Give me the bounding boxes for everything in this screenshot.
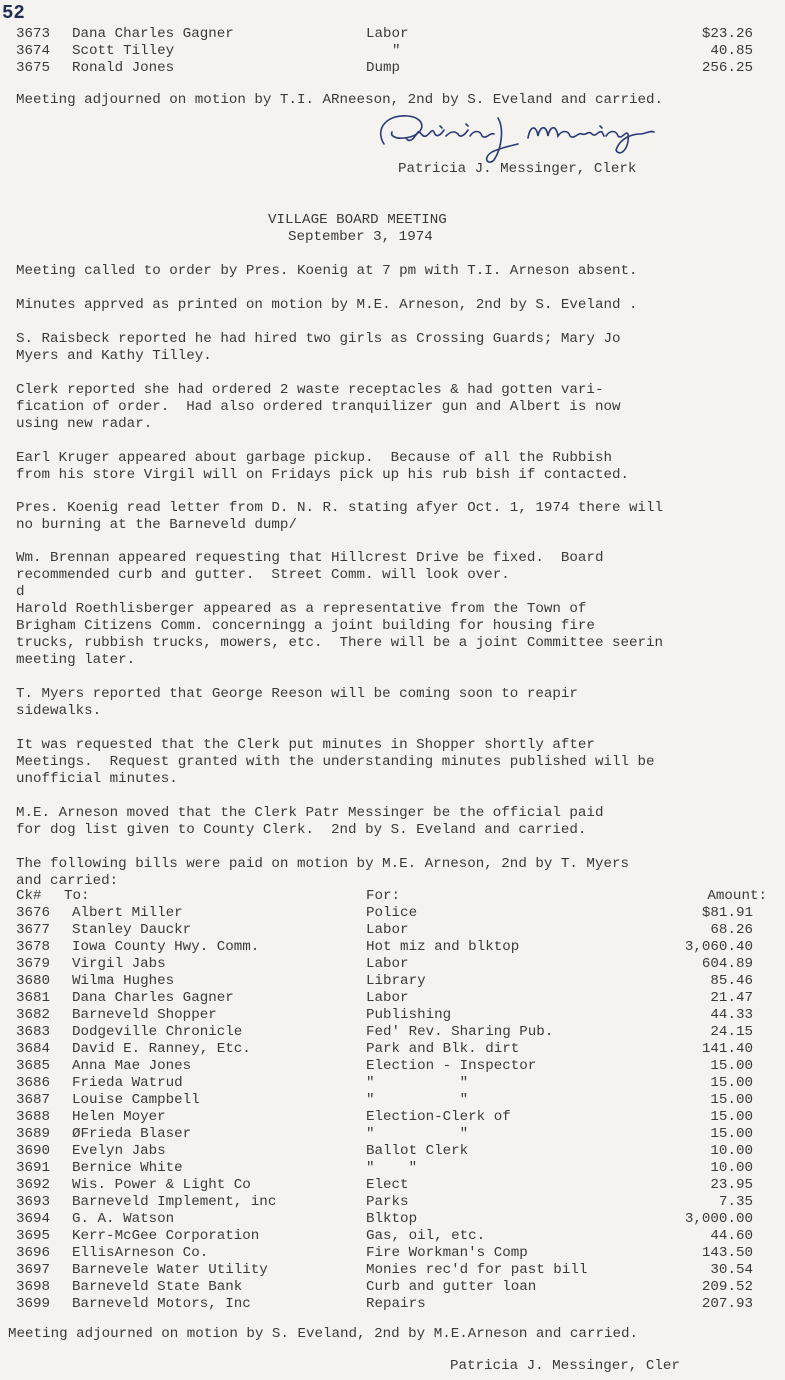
bill-purpose: Police <box>366 905 418 921</box>
bill-row <box>0 990 785 1007</box>
bill-ck: 3685 <box>16 1058 51 1074</box>
bill-amount: 604.89 <box>701 956 753 972</box>
minutes-line: Harold Roethlisberger appeared as a representative from the Town of <box>16 601 587 617</box>
minutes-line: Earl Kruger appeared about garbage pickup. Because of all the Rubbish <box>16 450 612 466</box>
bill-purpose: Repairs <box>366 1296 426 1312</box>
closing-adjournment: Meeting adjourned on motion by S. Eveland, 2nd by M.E.Arneson and carried. <box>8 1326 639 1342</box>
bill-row <box>0 1092 785 1109</box>
bill-row <box>0 1075 785 1092</box>
bill-payee: Scott Tilley <box>72 43 175 59</box>
bill-amount: 7.35 <box>718 1194 753 1210</box>
bill-row <box>0 1109 785 1126</box>
bill-ck: 3692 <box>16 1177 51 1193</box>
bill-amount: $23.26 <box>701 26 753 42</box>
bill-payee: Louise Campbell <box>72 1092 200 1108</box>
previous-clerk-name: Patricia J. Messinger, Clerk <box>398 161 637 177</box>
bill-amount: 256.25 <box>701 60 753 76</box>
bill-payee: David E. Ranney, Etc. <box>72 1041 251 1057</box>
bill-payee: Stanley Dauckr <box>72 922 192 938</box>
previous-bill-row <box>0 60 785 77</box>
page-number: 52 <box>2 2 25 24</box>
bill-row <box>0 973 785 990</box>
bill-payee: Barneveld Motors, Inc <box>72 1296 251 1312</box>
header-for: For: <box>366 888 401 904</box>
bill-amount: 24.15 <box>710 1024 753 1040</box>
bill-amount: 3,060.40 <box>684 939 753 955</box>
bill-purpose: Elect <box>366 1177 409 1193</box>
bill-ck: 3690 <box>16 1143 51 1159</box>
bill-purpose: Labor <box>366 922 409 938</box>
bill-ck: 3686 <box>16 1075 51 1091</box>
bill-row <box>0 956 785 973</box>
minutes-line: d <box>16 584 25 600</box>
minutes-line: sidewalks. <box>16 703 102 719</box>
bill-payee: Kerr-McGee Corporation <box>72 1228 260 1244</box>
bill-payee: Bernice White <box>72 1160 183 1176</box>
bill-purpose: " " <box>366 1075 469 1091</box>
minutes-line: M.E. Arneson moved that the Clerk Patr Messinger be the official paid <box>16 805 604 821</box>
bill-purpose: Election-Clerk of <box>366 1109 511 1125</box>
bill-row <box>0 1194 785 1211</box>
bill-ck: 3682 <box>16 1007 51 1023</box>
bill-ck: 3674 <box>16 43 51 59</box>
bill-purpose: Library <box>366 973 426 989</box>
bill-ck: 3689 <box>16 1126 51 1142</box>
bill-amount: 40.85 <box>710 43 753 59</box>
bill-purpose: Fed' Rev. Sharing Pub. <box>366 1024 554 1040</box>
bill-ck: 3683 <box>16 1024 51 1040</box>
minutes-line: from his store Virgil will on Fridays pick up his rub bish if contacted. <box>16 467 629 483</box>
minutes-line: and carried: <box>16 873 119 889</box>
bill-amount: 44.60 <box>710 1228 753 1244</box>
bill-payee: Anna Mae Jones <box>72 1058 192 1074</box>
minutes-line: trucks, rubbish trucks, mowers, etc. There will be a joint Committee seerin <box>16 635 664 651</box>
bill-purpose: Labor <box>366 956 409 972</box>
bill-purpose: Fire Workman's Comp <box>366 1245 528 1261</box>
bill-row <box>0 939 785 956</box>
minutes-line: T. Myers reported that George Reeson will be coming soon to reapir <box>16 686 578 702</box>
bill-purpose: " " <box>366 1160 418 1176</box>
bill-amount: 209.52 <box>701 1279 753 1295</box>
minutes-line: for dog list given to County Clerk. 2nd by S. Eveland and carried. <box>16 822 587 838</box>
bill-purpose: Monies rec'd for past bill <box>366 1262 588 1278</box>
bill-payee: Dana Charles Gagner <box>72 26 234 42</box>
bill-amount: 207.93 <box>701 1296 753 1312</box>
minutes-line: The following bills were paid on motion by M.E. Arneson, 2nd by T. Myers <box>16 856 629 872</box>
bill-amount: $81.91 <box>701 905 753 921</box>
bill-row <box>0 1296 785 1313</box>
minutes-line: recommended curb and gutter. Street Comm. will look over. <box>16 567 510 583</box>
bill-row <box>0 1041 785 1058</box>
minutes-line: Myers and Kathy Tilley. <box>16 348 212 364</box>
bill-row <box>0 1126 785 1143</box>
bill-amount: 30.54 <box>710 1262 753 1278</box>
bill-amount: 68.26 <box>710 922 753 938</box>
previous-adjournment: Meeting adjourned on motion by T.I. ARneeson, 2nd by S. Eveland and carried. <box>16 92 664 108</box>
bill-payee: Virgil Jabs <box>72 956 166 972</box>
bill-amount: 141.40 <box>701 1041 753 1057</box>
bill-ck: 3696 <box>16 1245 51 1261</box>
minutes-line: Minutes apprved as printed on motion by M.E. Arneson, 2nd by S. Eveland . <box>16 297 638 313</box>
bill-purpose: Labor <box>366 990 409 1006</box>
bill-row <box>0 1279 785 1296</box>
minutes-line: unofficial minutes. <box>16 771 178 787</box>
bill-row <box>0 1143 785 1160</box>
bill-ck: 3684 <box>16 1041 51 1057</box>
bill-payee: Iowa County Hwy. Comm. <box>72 939 260 955</box>
minutes-line: S. Raisbeck reported he had hired two girls as Crossing Guards; Mary Jo <box>16 331 621 347</box>
handwritten-signature <box>370 108 670 168</box>
bill-row <box>0 905 785 922</box>
bill-ck: 3698 <box>16 1279 51 1295</box>
bill-payee: Dodgeville Chronicle <box>72 1024 243 1040</box>
minutes-line: meeting later. <box>16 652 136 668</box>
bill-payee: EllisArneson Co. <box>72 1245 209 1261</box>
meeting-date: September 3, 1974 <box>288 229 433 245</box>
bill-ck: 3681 <box>16 990 51 1006</box>
bill-amount: 44.33 <box>710 1007 753 1023</box>
bill-row <box>0 1177 785 1194</box>
bill-purpose: " <box>392 43 401 59</box>
bill-payee: Evelyn Jabs <box>72 1143 166 1159</box>
header-amount: Amount: <box>707 888 767 904</box>
bill-payee: ØFrieda Blaser <box>72 1126 192 1142</box>
bill-ck: 3687 <box>16 1092 51 1108</box>
bill-row <box>0 1245 785 1262</box>
bill-purpose: Parks <box>366 1194 409 1210</box>
bill-payee: Barneveld Implement, inc <box>72 1194 277 1210</box>
header-to: To: <box>64 888 90 904</box>
bill-row <box>0 1024 785 1041</box>
bill-amount: 15.00 <box>710 1058 753 1074</box>
bill-ck: 3695 <box>16 1228 51 1244</box>
bill-payee: Dana Charles Gagner <box>72 990 234 1006</box>
bill-ck: 3688 <box>16 1109 51 1125</box>
bill-amount: 10.00 <box>710 1160 753 1176</box>
bill-payee: Ronald Jones <box>72 60 175 76</box>
bill-payee: Frieda Watrud <box>72 1075 183 1091</box>
minutes-line: no burning at the Barneveld dump/ <box>16 517 297 533</box>
bill-purpose: " " <box>366 1126 469 1142</box>
bill-purpose: Curb and gutter loan <box>366 1279 537 1295</box>
closing-clerk-name: Patricia J. Messinger, Cler <box>450 1358 680 1374</box>
bill-amount: 15.00 <box>710 1092 753 1108</box>
bill-payee: Barneveld Shopper <box>72 1007 217 1023</box>
bill-row <box>0 1211 785 1228</box>
bill-amount: 15.00 <box>710 1126 753 1142</box>
minutes-line: Meeting called to order by Pres. Koenig at 7 pm with T.I. Arneson absent. <box>16 263 638 279</box>
bill-ck: 3697 <box>16 1262 51 1278</box>
bill-row <box>0 1007 785 1024</box>
bill-ck: 3680 <box>16 973 51 989</box>
bill-ck: 3694 <box>16 1211 51 1227</box>
bill-payee: Barnevele Water Utility <box>72 1262 268 1278</box>
minutes-line: using new radar. <box>16 416 153 432</box>
bill-payee: Helen Moyer <box>72 1109 166 1125</box>
bill-row <box>0 1160 785 1177</box>
bill-purpose: Labor <box>366 26 409 42</box>
bill-ck: 3678 <box>16 939 51 955</box>
bill-ck: 3677 <box>16 922 51 938</box>
bill-amount: 21.47 <box>710 990 753 1006</box>
minutes-line: It was requested that the Clerk put minutes in Shopper shortly after <box>16 737 595 753</box>
bill-amount: 10.00 <box>710 1143 753 1159</box>
bill-purpose: Dump <box>366 60 401 76</box>
bill-amount: 23.95 <box>710 1177 753 1193</box>
meeting-title: VILLAGE BOARD MEETING <box>268 212 447 228</box>
bill-purpose: Election - Inspector <box>366 1058 537 1074</box>
bill-amount: 3,000.00 <box>684 1211 753 1227</box>
bill-row <box>0 1058 785 1075</box>
bill-purpose: Hot miz and blktop <box>366 939 520 955</box>
bill-amount: 15.00 <box>710 1075 753 1091</box>
bill-purpose: " " <box>366 1092 469 1108</box>
bill-row <box>0 1228 785 1245</box>
header-ck: Ck# <box>16 888 42 904</box>
bill-payee: Wis. Power & Light Co <box>72 1177 251 1193</box>
bill-payee: Albert Miller <box>72 905 183 921</box>
bill-ck: 3675 <box>16 60 51 76</box>
previous-bill-row <box>0 43 785 60</box>
bill-ck: 3693 <box>16 1194 51 1210</box>
bill-payee: Barneveld State Bank <box>72 1279 243 1295</box>
bill-row <box>0 922 785 939</box>
bill-row <box>0 1262 785 1279</box>
bill-amount: 143.50 <box>701 1245 753 1261</box>
bill-purpose: Gas, oil, etc. <box>366 1228 486 1244</box>
bills-header-row <box>0 888 785 905</box>
previous-bill-row <box>0 26 785 43</box>
bill-ck: 3699 <box>16 1296 51 1312</box>
bill-purpose: Ballot Clerk <box>366 1143 469 1159</box>
bill-ck: 3673 <box>16 26 51 42</box>
bill-purpose: Publishing <box>366 1007 452 1023</box>
bill-amount: 15.00 <box>710 1109 753 1125</box>
minutes-line: Meetings. Request granted with the understanding minutes published will be <box>16 754 655 770</box>
bill-ck: 3676 <box>16 905 51 921</box>
bill-purpose: Park and Blk. dirt <box>366 1041 520 1057</box>
minutes-line: Brigham Citizens Comm. concerningg a joint building for housing fire <box>16 618 595 634</box>
minutes-line: Clerk reported she had ordered 2 waste receptacles & had gotten vari- <box>16 382 604 398</box>
bill-payee: Wilma Hughes <box>72 973 175 989</box>
bill-ck: 3691 <box>16 1160 51 1176</box>
minutes-line: Pres. Koenig read letter from D. N. R. stating afyer Oct. 1, 1974 there will <box>16 500 664 516</box>
bill-ck: 3679 <box>16 956 51 972</box>
bill-purpose: Blktop <box>366 1211 418 1227</box>
bill-amount: 85.46 <box>710 973 753 989</box>
minutes-line: Wm. Brennan appeared requesting that Hillcrest Drive be fixed. Board <box>16 550 604 566</box>
bill-payee: G. A. Watson <box>72 1211 175 1227</box>
minutes-line: fication of order. Had also ordered tranquilizer gun and Albert is now <box>16 399 621 415</box>
